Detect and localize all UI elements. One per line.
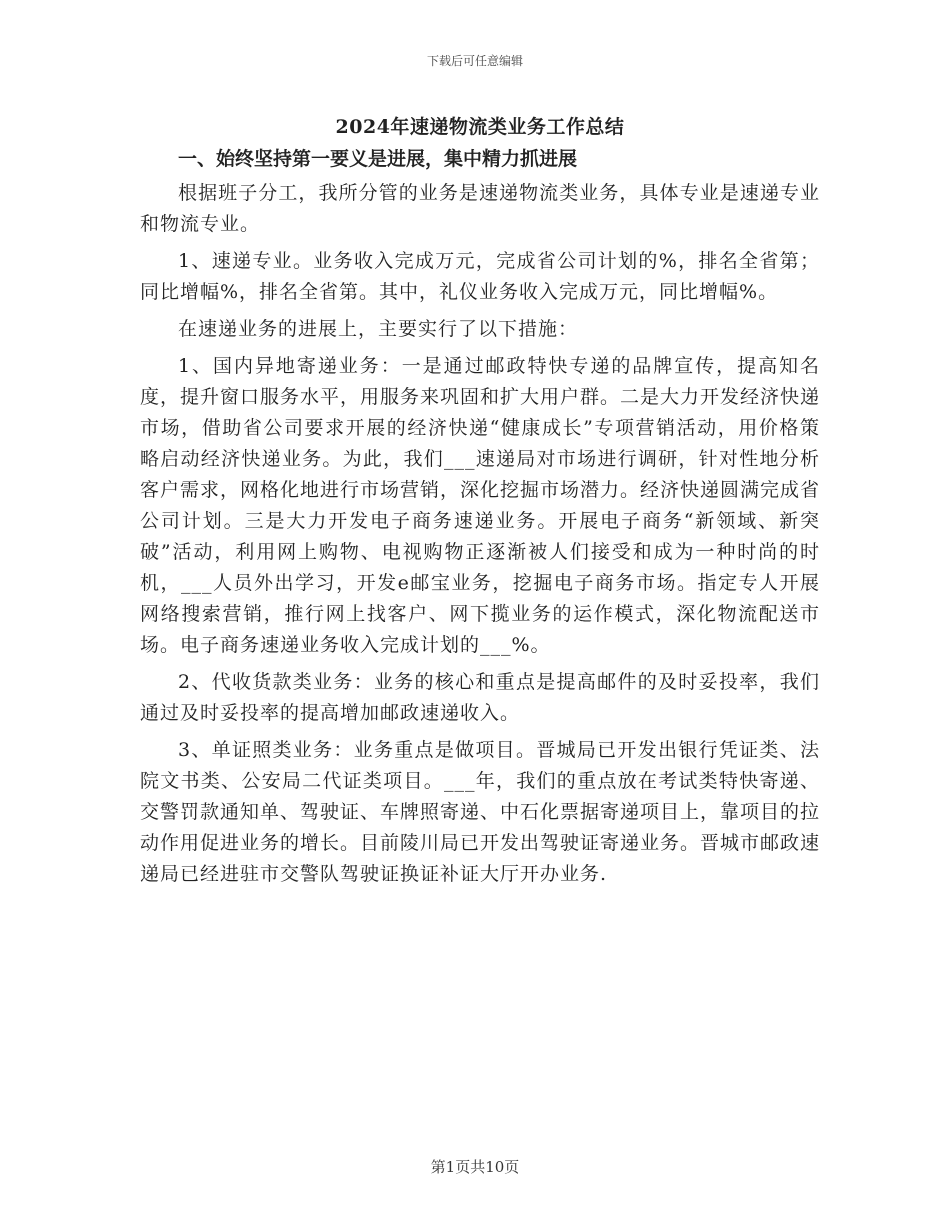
paragraph-intro: 根据班子分工，我所分管的业务是速递物流类业务，具体专业是速递专业和物流专业。 bbox=[140, 182, 820, 235]
page-footer-number: 第1页共10页 bbox=[430, 1158, 520, 1176]
paragraph-measures-lead: 在速递业务的进展上，主要实行了以下措施： bbox=[178, 318, 579, 340]
document-title: 2024年速递物流类业务工作总结 bbox=[335, 116, 625, 138]
paragraph-domestic-delivery: 1、国内异地寄递业务：一是通过邮政特快专递的品牌宣传，提高知名度，提升窗口服务水平，用服务来巩固和扩大用户群。二是大力开发经济快递市场，借助省公司要求开展的经济快递“健康成长”专项营销活动，用价格策略启动经济快递业务。为此，我们___速递局对市场进行调研，针对性地分析客户需求，网格化地进行市场营销，深化挖掘市场潜力。经济快递圆满完成省公司计划。三是大力开发电子商务速递业务。开展电子商务“新领域、新突破”活动，利用网上购物、电视购物正逐渐被人们接受和成为一种时尚的时机，___人员外出学习，开发e邮宝业务，挖掘电子商务市场。指定专人开展网络搜索营销，推行网上找客户、网下揽业务的运作模式，深化物流配送市场。电子商务速递业务收入完成计划的___%。 bbox=[140, 355, 821, 656]
page-header-note: 下载后可任意编辑 bbox=[426, 54, 523, 68]
paragraph-express-summary: 1、速递专业。业务收入完成万元，完成省公司计划的%，排名全省第；同比增幅%，排名全省第。其中，礼仪业务收入完成万元，同比增幅%。 bbox=[140, 250, 820, 303]
paragraph-cod-business: 2、代收货款类业务：业务的核心和重点是提高邮件的及时妥投率，我们通过及时妥投率的提高增加邮政速递收入。 bbox=[140, 671, 820, 724]
document-body bbox=[140, 112, 820, 896]
section-heading: 一、始终坚持第一要义是进展，集中精力抓进展 bbox=[178, 148, 578, 170]
paragraph-documents-business: 3、单证照类业务：业务重点是做项目。晋城局已开发出银行凭证类、法院文书类、公安局二代证类项目。___年，我们的重点放在考试类特快寄递、交警罚款通知单、驾驶证、车牌照寄递、中石化票据寄递项目上，靠项目的拉动作用促进业务的增长。目前陵川局已开发出驾驶证寄递业务。晋城市邮政速递局已经进驻市交警队驾驶证换证补证大厅开办业务. bbox=[140, 739, 821, 885]
